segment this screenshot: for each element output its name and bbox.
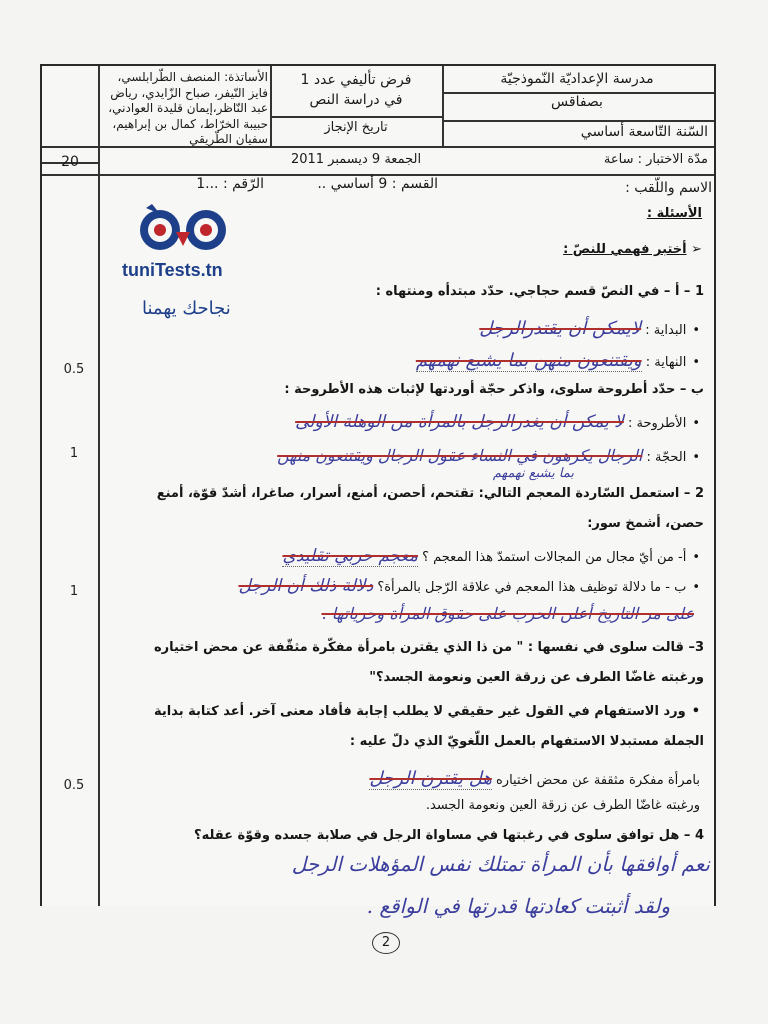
total-score: 20 xyxy=(61,154,79,170)
q2a-answer: معجم حربي تقليدي xyxy=(282,546,418,566)
q2a-row: • أ- من أيّ مجال من المجالات استمدّ هذا المعجم ؟ معجم حربي تقليدي xyxy=(100,546,700,566)
question-3-cont: ورغبته غاضّا الطرف عن زرقة العين ونعومة الجسد؟" xyxy=(369,670,704,685)
part-title: ➢ أختبر فهمي للنصّ : xyxy=(563,242,702,257)
q1a-start-row: • البداية : لايمكن أن يقتدرالرجل xyxy=(100,318,700,339)
question-2: 2 – استعمل السّاردة المعجم التالي: تقتحم، أحصن، أمنع، أسرار، صاغرا، أشدّ قوّة، أمنع xyxy=(156,486,704,501)
grade-year: السّنة التّاسعة أساسي xyxy=(580,124,708,140)
exam-sheet xyxy=(40,64,716,906)
school-cell-line-2 xyxy=(442,120,714,122)
q1a-end-answer: ويقتنعون منهن بما يشبع نهمهم xyxy=(415,350,642,371)
teachers-list: الأساتذة: المنصف الطّرابلسي، فايز النّيفر، صباح الزّايدي، رياض عبد النّاظر،إيمان قليدة العوادني، حبيبة الخرّاط، كمال بن إبراهيم، سفيان الطّريقي xyxy=(108,70,268,146)
question-3: 3– قالت سلوى في نفسها : " من ذا الذي يقترن بامرأة مفكّرة مثقّفة عن محض اختياره xyxy=(153,640,704,655)
score-q3: 0.5 xyxy=(63,778,85,793)
exam-title: فرض تأليفي عدد 1 xyxy=(300,72,412,88)
school-name: مدرسة الإعداديّة النّموذجيّة xyxy=(500,71,654,87)
score-q2: 1 xyxy=(69,584,79,599)
question-4: 4 – هل توافق سلوى في رغبتها في مساواة الرجل في صلابة جسده وقوّة عقله؟ xyxy=(194,828,704,843)
logo-slogan: نجاحك يهمنا xyxy=(142,298,231,319)
header-col-line-2 xyxy=(442,66,444,146)
q3-answer-tail: ورغبته غاضّا الطرف عن زرقة العين ونعومة الجسد. xyxy=(425,798,700,813)
q4-answer-line1: نعم أوافقها بأن المرأة تمتلك نفس المؤهلات الرجل xyxy=(291,852,710,876)
q1b-proof-answer-cont: بما يشبع نهمهم xyxy=(492,466,574,481)
q1b-thesis-row: • الأطروحة : لا يمكن أن يغدرالرجل بالمرأة من الوهلة الأولى xyxy=(100,412,700,432)
exam-subject: في دراسة النص xyxy=(309,92,403,108)
question-2-cont: حصن، أشمخ سور: xyxy=(587,516,704,531)
page-number: 2 xyxy=(372,932,400,954)
q2b-answer: دلالة ذلك أن الرجل xyxy=(238,576,374,596)
section-title: الأسئلة : xyxy=(646,206,702,221)
logo-brand-text: tuniTests.tn xyxy=(122,260,223,280)
q1a-start-answer: لايمكن أن يقتدرالرجل xyxy=(479,318,642,339)
q3-instruction-cont: الجملة مستبدلا الاستفهام بالعمل اللّغويّ الذي دلّ عليه : xyxy=(349,734,704,749)
q3-instruction: • ورد الاستفهام في القول غير حقيقي لا يطلب إجابة فأفاد معنى آخر. أعد كتابة بداية xyxy=(90,704,700,719)
q1b-proof-row: • الحجّة : الرجال يكرهون في النساء عقول الرجال ويقتنعون منهن xyxy=(100,446,700,465)
date-label: تاريخ الإنجاز xyxy=(324,120,388,135)
q1a-end-row: • النهاية : ويقتنعون منهن بما يشبع نهمهم xyxy=(100,350,700,371)
question-1a: 1 – أ – في النصّ قسم حجاجي. حدّد مبتدأه ومنتهاه : xyxy=(375,284,704,299)
tunitests-logo xyxy=(94,144,264,319)
name-label: الاسم واللّقب : xyxy=(625,180,712,196)
q3-answer: هل يقترن الرجل xyxy=(369,768,492,789)
q4-answer-line2: ولقد أثبتت كعادتها قدرتها في الواقع . xyxy=(366,894,670,918)
owl-icon xyxy=(118,204,248,258)
q2b-row: • ب - ما دلالة توظيف هذا المعجم في علاقة الرّجل بالمرأة؟ دلالة ذلك أن الرجل xyxy=(100,576,700,596)
exam-date: الجمعة 9 ديسمبر 2011 xyxy=(290,152,422,167)
q2b-answer-cont: على مر التاريخ أعلن الحرب على حقوق المرأة وحرياتها . xyxy=(321,604,694,623)
score-q1b: 1 xyxy=(69,446,79,461)
exam-duration: مدّة الاختبار : ساعة xyxy=(603,152,708,167)
q3-answer-row: بامرأة مفكرة مثقفة عن محض اختياره هل يقترن الرجل xyxy=(369,768,700,789)
header-col-line-1 xyxy=(270,66,272,146)
q1b-thesis-answer: لا يمكن أن يغدرالرجل بالمرأة من الوهلة الأولى xyxy=(295,412,624,432)
student-number: الرّقم : ...1 xyxy=(196,176,264,192)
school-city: بصفاقس xyxy=(551,94,603,110)
question-1b: ب – حدّد أطروحة سلوى، واذكر حجّة أوردتها لإثبات هذه الأطروحة : xyxy=(284,382,704,397)
class-label: القسم : 9 أساسي .. xyxy=(317,176,438,192)
q1b-proof-answer: الرجال يكرهون في النساء عقول الرجال ويقتنعون منهن xyxy=(277,446,643,465)
title-cell-line xyxy=(270,116,442,118)
score-q1a: 0.5 xyxy=(63,362,85,377)
